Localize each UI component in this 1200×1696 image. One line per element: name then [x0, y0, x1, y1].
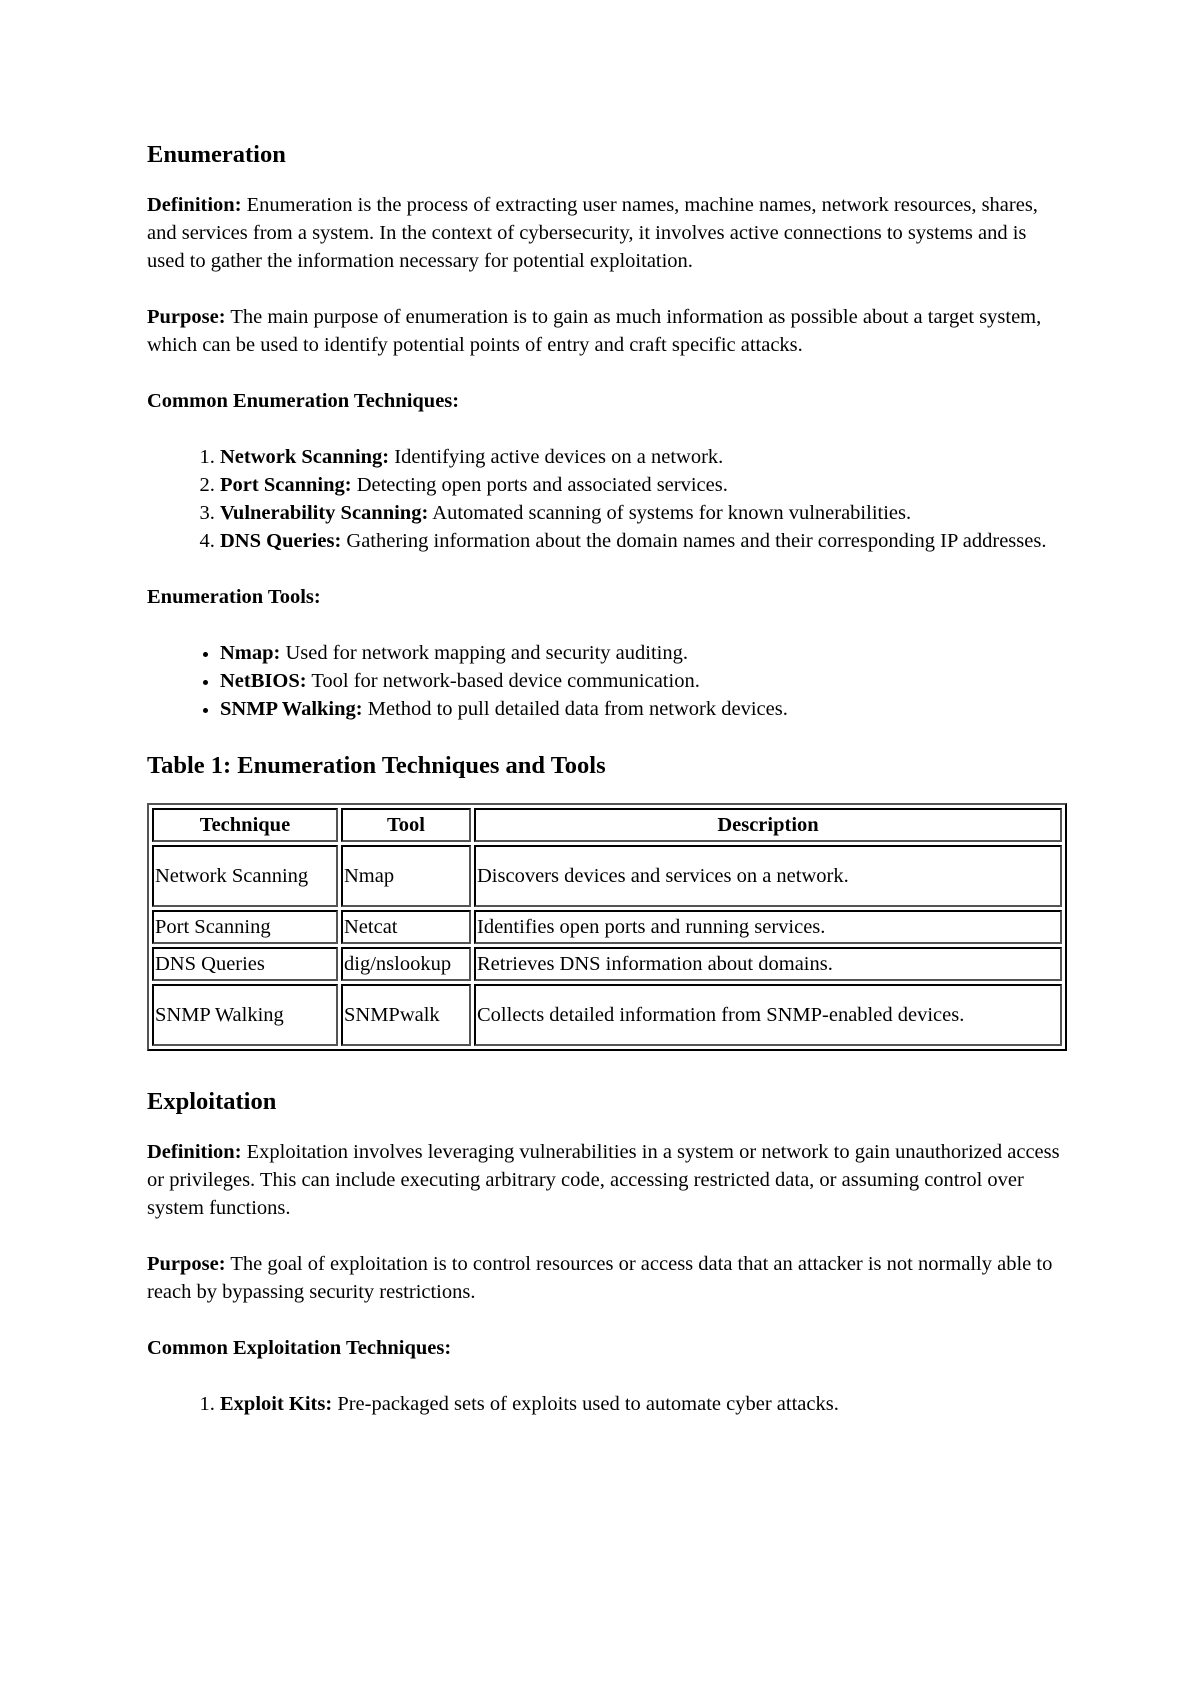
- exploitation-techniques-heading: Common Exploitation Techniques:: [147, 1337, 452, 1359]
- item-label: Exploit Kits:: [220, 1393, 333, 1415]
- table-row: [152, 984, 1062, 1046]
- table-row: [152, 845, 1062, 907]
- list-item: [220, 695, 1067, 723]
- enumeration-techniques-heading: Common Enumeration Techniques:: [147, 390, 460, 412]
- column-header: Description: [474, 808, 1062, 842]
- purpose-text: The goal of exploitation is to control resources or access data that an attacker is not normally able to reach by bypassing security restrictions.: [147, 1253, 1053, 1303]
- definition-text: Exploitation involves leveraging vulnerabilities in a system or network to gain unauthorized access or privileges. This can include executing arbitrary code, accessing restricted data, or assuming control over system functions.: [147, 1141, 1060, 1219]
- item-label: Vulnerability Scanning:: [220, 502, 429, 524]
- table-cell: Port Scanning: [152, 910, 338, 944]
- table-cell: DNS Queries: [152, 947, 338, 981]
- definition-label: Definition:: [147, 1141, 242, 1163]
- item-text: Method to pull detailed data from network devices.: [362, 698, 788, 720]
- techniques-tools-table: [147, 803, 1067, 1051]
- exploitation-techniques-list: [147, 1390, 1067, 1418]
- table-row: [152, 947, 1062, 981]
- item-label: NetBIOS:: [220, 670, 307, 692]
- list-item: [220, 639, 1067, 667]
- enumeration-heading: Enumeration: [147, 141, 286, 168]
- item-text: Tool for network-based device communication.: [306, 670, 700, 692]
- item-text: Detecting open ports and associated services.: [351, 474, 728, 496]
- enumeration-tools-list: [147, 639, 1067, 723]
- exploitation-definition: [147, 1138, 1067, 1222]
- table-cell: SNMPwalk: [341, 984, 471, 1046]
- table-cell: Identifies open ports and running services.: [474, 910, 1062, 944]
- purpose-text: The main purpose of enumeration is to gain as much information as possible about a target system, which can be used to identify potential points of entry and craft specific attacks.: [147, 306, 1042, 356]
- item-label: Nmap:: [220, 642, 281, 664]
- item-label: SNMP Walking:: [220, 698, 363, 720]
- table-cell: Network Scanning: [152, 845, 338, 907]
- list-item: [220, 667, 1067, 695]
- enumeration-purpose: [147, 303, 1067, 359]
- list-item: [220, 471, 1067, 499]
- table-cell: Discovers devices and services on a network.: [474, 845, 1062, 907]
- table-cell: Nmap: [341, 845, 471, 907]
- item-label: Port Scanning:: [220, 474, 352, 496]
- column-header: Tool: [341, 808, 471, 842]
- enumeration-tools-heading: Enumeration Tools:: [147, 586, 321, 608]
- definition-label: Definition:: [147, 194, 242, 216]
- document-page: [147, 140, 1067, 1446]
- definition-text: Enumeration is the process of extracting user names, machine names, network resources, shares, and services from a system. In the context of cybersecurity, it involves active connections to systems and is used to gather the information necessary for potential exploitation.: [147, 194, 1038, 272]
- table-row: [152, 910, 1062, 944]
- list-item: [220, 499, 1067, 527]
- item-text: Automated scanning of systems for known vulnerabilities.: [428, 502, 912, 524]
- exploitation-heading: Exploitation: [147, 1088, 277, 1115]
- item-label: DNS Queries:: [220, 530, 342, 552]
- exploitation-purpose: [147, 1250, 1067, 1306]
- table-cell: Netcat: [341, 910, 471, 944]
- table-cell: dig/nslookup: [341, 947, 471, 981]
- enumeration-techniques-list: [147, 443, 1067, 555]
- table-title: Table 1: Enumeration Techniques and Tools: [147, 752, 606, 779]
- item-label: Network Scanning:: [220, 446, 390, 468]
- table-header-row: [152, 808, 1062, 842]
- table-cell: Collects detailed information from SNMP-enabled devices.: [474, 984, 1062, 1046]
- table-cell: SNMP Walking: [152, 984, 338, 1046]
- list-item: [220, 1390, 1067, 1418]
- list-item: [220, 527, 1067, 555]
- item-text: Pre-packaged sets of exploits used to automate cyber attacks.: [332, 1393, 839, 1415]
- list-item: [220, 443, 1067, 471]
- table-cell: Retrieves DNS information about domains.: [474, 947, 1062, 981]
- enumeration-definition: [147, 191, 1067, 275]
- item-text: Gathering information about the domain names and their corresponding IP addresses.: [341, 530, 1047, 552]
- item-text: Used for network mapping and security auditing.: [280, 642, 688, 664]
- purpose-label: Purpose:: [147, 306, 226, 328]
- purpose-label: Purpose:: [147, 1253, 226, 1275]
- column-header: Technique: [152, 808, 338, 842]
- item-text: Identifying active devices on a network.: [389, 446, 724, 468]
